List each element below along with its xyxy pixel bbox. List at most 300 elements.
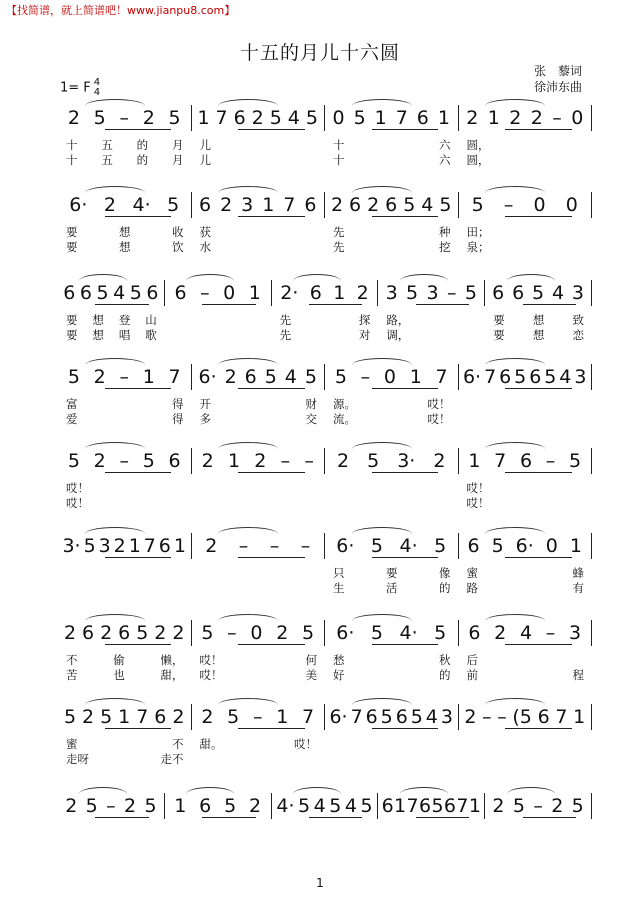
slur-arc [218,99,278,106]
note: – [280,450,291,472]
measure [459,105,593,131]
measure [459,620,593,646]
note: 1 [227,450,241,472]
note: 4 [287,107,300,129]
lyric-segment [192,580,326,596]
slur-arc [352,527,412,534]
lyric-word: 苦 [66,668,78,682]
note: 6 [512,282,525,304]
beam-line [238,728,305,729]
slur-arc [485,698,545,705]
lyric-word: 十 [333,153,345,167]
lyric-segment [485,327,592,343]
slur-arc [507,274,555,281]
beam-line [238,557,305,558]
measure [459,364,593,390]
slur-arc [485,614,545,621]
lyric-word: 甜， [160,668,184,682]
note: 7 [494,450,507,472]
lyric-word: 爱 [66,412,78,426]
note: 6 [519,450,533,472]
note: (5 [512,706,532,728]
lyric-word: 哎！ [199,653,223,667]
note: 5 [93,107,106,129]
note: – [119,450,129,472]
note: 5 [264,366,277,388]
lyric-line [58,667,592,683]
note: – [227,622,237,644]
note: 2 [356,282,369,304]
note: 5 [569,450,582,472]
note: 6 [418,795,432,817]
lyric-word: 走呀 [66,752,89,766]
lyric-word: 流。 [333,412,356,426]
lyric-segment [192,224,326,240]
lyric-segment [325,652,459,668]
note: 2 [172,706,185,728]
measure [325,105,459,131]
time-denominator: 4 [93,87,101,98]
note: 2 [93,366,106,388]
lyric-line [58,137,592,153]
note: – [482,706,492,728]
beam-line [238,644,305,645]
score-line [58,533,592,559]
note: 4 [344,795,357,817]
lyric-segment [165,327,272,343]
lyric-word: 哎！ [294,737,317,751]
lyric-segment [459,411,593,427]
lyric-word: 不 [66,653,78,667]
lyric-word: 儿 [199,138,211,152]
note: 1 [276,706,289,728]
slur-arc [485,99,545,106]
measure [325,192,459,218]
lyric-word: 对 [358,328,371,342]
lyric-word: 要 [66,313,78,327]
beam-line [505,129,572,130]
lyric-segment [459,239,593,255]
time-numerator: 4 [93,77,101,88]
measure [58,364,192,390]
lyric-segment [272,825,379,841]
lyric-segment [325,224,459,240]
note: 5 [431,795,444,817]
lyric-word: 蜜 [66,737,78,751]
beam-line [202,817,255,818]
note: 1 [118,706,131,728]
note: 3 [440,706,453,728]
note: 6 [443,795,457,817]
beam-line [523,304,576,305]
lyric-word: 得 [172,397,184,411]
lyric-word: 十 [333,138,345,152]
note: 1 [573,706,586,728]
note: 4 [113,282,126,304]
lyric-word: 交 [305,412,317,426]
note: 6· [329,706,348,728]
note: 5 [201,622,214,644]
slur-arc [218,358,278,365]
note: 2 [249,795,262,817]
note: 6· [336,535,355,557]
measure [192,704,326,730]
lyric-segment [378,312,485,328]
lyric-segment [165,825,272,841]
note: 2 [433,450,446,472]
note: 2 [224,366,237,388]
lyric-word: 泉； [466,240,490,254]
lyric-word: 田； [466,225,490,239]
note: 5 [168,107,181,129]
note: 2 [494,622,507,644]
lyric-segment [459,152,593,168]
beam-line [105,557,172,558]
lyric-word: 歌 [145,328,157,342]
measure [192,448,326,474]
measure [58,280,165,306]
lyric-word: 走不 [160,752,184,766]
composer-credit: 徐沛东曲 [534,80,583,94]
measure [58,105,192,131]
lyric-word: 要 [66,240,78,254]
note: 5 [410,706,423,728]
beam-line [238,129,305,130]
beam-line [105,388,172,389]
lyric-segment [378,327,485,343]
lyric-word: 秋 [439,653,451,667]
measure [378,793,485,819]
lyric-word: 有 [572,581,584,595]
slur-arc [400,787,448,794]
slur-arc [485,358,545,365]
lyric-segment [272,312,379,328]
lyric-word: 后 [466,653,478,667]
score-line [58,280,592,306]
slur-arc [352,698,412,705]
note: 6 [492,282,505,304]
lyric-word: 要 [493,328,505,342]
note: – [545,622,556,644]
note: 5 [144,795,157,817]
lyric-word: 也 [113,668,125,682]
lyric-segment [325,152,459,168]
note: 4· [399,622,418,644]
lyric-word: 甜。 [199,737,223,751]
note: 2 [103,194,116,216]
note: – [533,795,543,817]
note: 6 [63,282,76,304]
lyric-word: 先 [333,240,345,254]
beam-line [416,817,469,818]
note: 2 [464,706,477,728]
beam-line [105,644,172,645]
lyric-word: 活 [386,581,398,595]
lyric-segment [272,840,379,856]
note: 5 [227,706,240,728]
lyric-word: 十 [66,153,78,167]
note: – [304,450,314,472]
note: 5 [63,706,77,728]
note: 6 [349,194,362,216]
time-signature [94,78,100,98]
note: 5 [85,795,98,817]
note: 4 [519,622,533,644]
note: 6 [499,366,512,388]
beam-line [105,472,172,473]
lyric-segment [378,825,485,841]
lyric-segment [325,480,459,496]
note: 1 [142,366,155,388]
beam-line [238,472,305,473]
lyric-word: 六 [439,153,451,167]
lyric-line [58,495,592,511]
note: 7 [456,795,469,817]
lyric-word: 五 [101,153,113,167]
note: 6 [82,622,95,644]
lyric-segment [325,736,459,752]
lyric-segment [192,667,326,683]
lyric-word: 六 [439,138,451,152]
note: – [552,107,562,129]
lyric-word: 得 [172,412,184,426]
note: 2 [113,535,126,557]
lyric-segment [459,667,593,683]
note: 2 [330,194,344,216]
beam-line [105,129,172,130]
note: 5 [434,535,447,557]
note: 2 [276,622,289,644]
lyric-segment [58,736,192,752]
note: 4· [132,194,151,216]
lyric-word: 开 [199,397,211,411]
lyric-word: 蜂 [572,566,584,580]
lyric-segment [325,667,459,683]
beam-line [505,472,572,473]
beam-line [372,644,439,645]
lyric-segment [459,580,593,596]
lyric-segment [58,565,192,581]
note: 3 [574,366,587,388]
note: – [200,282,210,304]
note: – [446,282,457,304]
measure [58,448,192,474]
lyric-word: 的 [136,138,149,152]
lyric-line [58,312,592,328]
lyric-word: 哎！ [427,412,451,426]
lyric-word: 生 [333,581,345,595]
beam-line [372,472,439,473]
note: 2 [254,450,267,472]
slur-arc [218,186,278,193]
lyric-segment [165,840,272,856]
note: 2 [530,107,543,129]
lyric-word: 路 [466,581,478,595]
lyric-segment [485,825,592,841]
note: 0 [533,194,546,216]
note: – [545,450,556,472]
note: – [119,366,129,388]
lyric-word: 调， [386,328,410,342]
note: 4 [425,706,438,728]
note: 5 [302,622,315,644]
lyric-word: 五 [101,138,113,152]
measure [459,448,593,474]
lyric-word: 程 [572,668,584,682]
beam-line [238,388,305,389]
lyric-line [58,411,592,427]
note: 1 [437,107,450,129]
note: 6 [199,795,212,817]
slur-arc [400,274,448,281]
lyric-word: 富 [66,397,78,411]
note: 2 [63,622,77,644]
header-link[interactable]: 【找简谱，就上简谱吧！www.jianpu8.com】 [6,4,236,17]
note: 5 [96,282,109,304]
note: 6· [198,366,217,388]
lyric-word: 前 [466,668,478,682]
measure [378,280,485,306]
lyric-segment [58,152,192,168]
lyric-word: 收 [172,225,184,239]
lyric-word: 哎！ [66,496,89,510]
note: 5 [434,622,447,644]
measure [58,620,192,646]
lyric-word: 只 [333,566,345,580]
note: 2 [154,622,167,644]
measure [165,793,272,819]
slur-arc [85,358,145,365]
lyric-segment [192,495,326,511]
lyric-word: 想 [532,328,545,342]
note: 5 [305,107,318,129]
slur-arc [85,527,145,534]
note: 7 [168,366,181,388]
lyric-word: 要 [66,225,78,239]
lyric-line [58,327,592,343]
slur-arc [485,527,545,534]
lyric-line [58,152,592,168]
lyric-line [58,396,592,412]
lyric-segment [459,137,593,153]
measure [272,280,379,306]
note: 1 [262,194,275,216]
note: 2 [367,194,380,216]
note: 5 [464,282,477,304]
lyric-word: 先 [279,313,292,327]
note: 3 [571,282,585,304]
note: 7 [555,706,568,728]
note: 2 [205,535,218,557]
measure [485,793,592,819]
note: 1 [174,795,187,817]
note: 5 [544,366,557,388]
beam-line [202,304,255,305]
lyric-word: 挖 [439,240,451,254]
note: 1 [128,535,141,557]
note: 7 [350,706,363,728]
note: 1 [333,282,346,304]
note: 5 [491,535,504,557]
lyric-word: 要 [386,566,398,580]
note: 1 [468,450,481,472]
note: 5 [370,535,383,557]
note: 6· [69,194,88,216]
lyric-line [58,480,592,496]
slur-arc [79,274,127,281]
beam-line [309,817,362,818]
note: 6 [174,282,187,304]
note: 6 [158,535,171,557]
note: 2 [466,107,479,129]
note: 4 [421,194,434,216]
slur-arc [85,698,145,705]
note: 2 [100,622,113,644]
lyric-word: 蜜 [466,566,478,580]
lyric-segment [485,840,592,856]
lyric-segment [58,840,165,856]
note: 6· [462,366,482,388]
lyric-line [58,565,592,581]
beam-line [372,216,439,217]
note: 5 [334,366,347,388]
slur-arc [352,99,412,106]
note: 6 [244,366,257,388]
slur-arc [218,614,278,621]
beam-line [309,304,362,305]
lyric-line [58,580,592,596]
lyric-segment [58,751,192,767]
lyric-word: 何 [305,653,317,667]
lyric-segment [192,751,326,767]
lyric-word: 想 [119,240,131,254]
note: 1 [394,795,407,817]
lyric-segment [325,396,459,412]
note: 5 [439,194,452,216]
lyric-word: 唱 [118,328,131,342]
note: 6 [146,282,159,304]
measure [192,192,326,218]
lyric-line [58,736,592,752]
note: 2 [492,795,505,817]
lyric-word: 要 [66,328,78,342]
note: 5 [224,795,237,817]
lyric-word: 哎！ [466,481,490,495]
slur-arc [186,787,234,794]
beam-line [372,728,439,729]
lyric-word: 致 [572,313,584,327]
note: 3 [385,282,398,304]
lyric-word: 要 [493,313,505,327]
lyric-word: 儿 [199,153,211,167]
lyric-word: 饮 [172,240,184,254]
lyric-word: 哎！ [199,668,223,682]
lyric-segment [58,327,165,343]
note: 3· [397,450,416,472]
note: 5 [142,450,155,472]
beam-line [505,216,572,217]
note: 0 [250,622,263,644]
beam-line [372,129,439,130]
slur-arc [218,527,278,534]
measure [192,105,326,131]
score-line [58,704,592,730]
lyric-word: 懒， [160,653,184,667]
lyric-segment [58,312,165,328]
note: 6 [537,706,550,728]
measure [325,364,459,390]
lyric-line [58,825,592,841]
